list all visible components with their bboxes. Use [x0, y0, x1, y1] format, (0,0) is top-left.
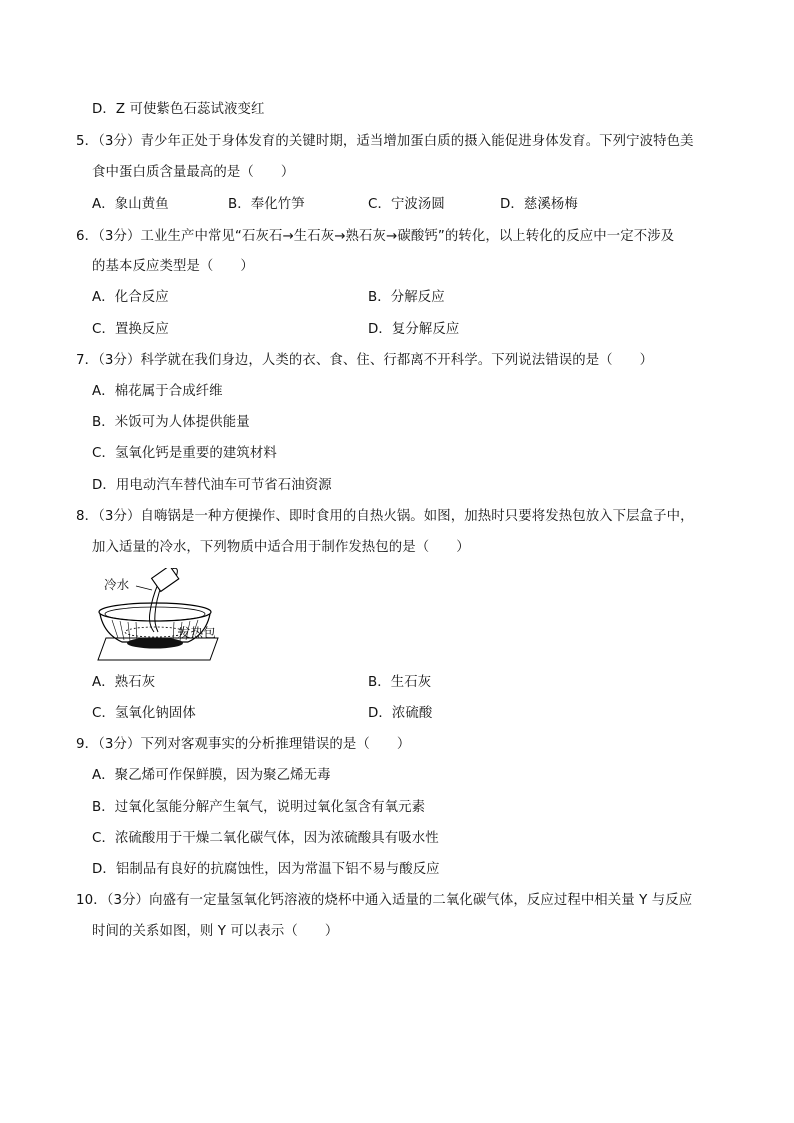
q6-stem-line1: 6．（3分）工业生产中常见“石灰石→生石灰→熟石灰→碳酸钙”的转化，以上转化的反应中一定不涉及	[76, 229, 675, 244]
q9-option-b: B．过氧化氢能分解产生氧气，说明过氧化氢含有氧元素	[92, 800, 426, 815]
q8-option-c: C．氢氧化钠固体	[92, 706, 196, 721]
q8-option-d: D．浓硫酸	[368, 706, 433, 721]
q5-option-b: B．奉化竹笋	[228, 197, 305, 212]
q7-stem-line1: 7．（3分）科学就在我们身边，人类的衣、食、住、行都离不开科学。下列说法错误的是（ ）	[76, 353, 654, 368]
q5-option-a: A．象山黄鱼	[92, 197, 169, 212]
label-cold-water: 冷水	[104, 577, 130, 592]
q8-option-b: B．生石灰	[368, 675, 432, 690]
q5-stem-line1: 5．（3分）青少年正处于身体发育的关键时期，适当增加蛋白质的摄入能促进身体发育。下列宁波特色美	[76, 134, 694, 149]
q6-option-c: C．置换反应	[92, 322, 169, 337]
q6-option-d: D．复分解反应	[368, 322, 460, 337]
q9-option-c: C．浓硫酸用于干燥二氧化碳气体，因为浓硫酸具有吸水性	[92, 831, 439, 846]
q5-stem-line2: 食中蛋白质含量最高的是（ ）	[92, 165, 295, 180]
q5-option-d: D．慈溪杨梅	[500, 197, 578, 212]
q8-stem-line2: 加入适量的冷水，下列物质中适合用于制作发热包的是（ ）	[92, 540, 470, 555]
q7-option-a: A．棉花属于合成纤维	[92, 384, 223, 399]
label-heating-pack: 发热包	[178, 625, 216, 640]
heating-pack	[127, 638, 183, 649]
q7-option-c: C．氢氧化钙是重要的建筑材料	[92, 446, 277, 461]
q9-option-d: D．铝制品有良好的抗腐蚀性，因为常温下铝不易与酸反应	[92, 862, 440, 877]
q6-stem-line2: 的基本反应类型是（ ）	[92, 259, 254, 274]
q9-stem-line1: 9．（3分）下列对客观事实的分析推理错误的是（ ）	[76, 737, 411, 752]
q10-stem-line2: 时间的关系如图，则 Y 可以表示（ ）	[92, 924, 339, 939]
q10-stem-line1: 10．（3分）向盛有一定量氢氧化钙溶液的烧杯中通入适量的二氧化碳气体，反应过程中相关量 Y 与反应	[76, 893, 693, 908]
q7-option-d: D．用电动汽车替代油车可节省石油资源	[92, 478, 332, 493]
q6-option-a: A．化合反应	[92, 290, 169, 305]
q5-option-c: C．宁波汤圆	[368, 197, 445, 212]
q9-option-a: A．聚乙烯可作保鲜膜，因为聚乙烯无毒	[92, 768, 331, 783]
prev-option-d: D．Z 可使紫色石蕊试液变红	[92, 102, 265, 117]
q6-option-b: B．分解反应	[368, 290, 445, 305]
q7-option-b: B．米饭可为人体提供能量	[92, 415, 250, 430]
q8-stem-line1: 8．（3分）自嗨锅是一种方便操作、即时食用的自热火锅。如图，加热时只要将发热包放入下层盒子中，	[76, 509, 694, 524]
q8-option-a: A．熟石灰	[92, 675, 156, 690]
